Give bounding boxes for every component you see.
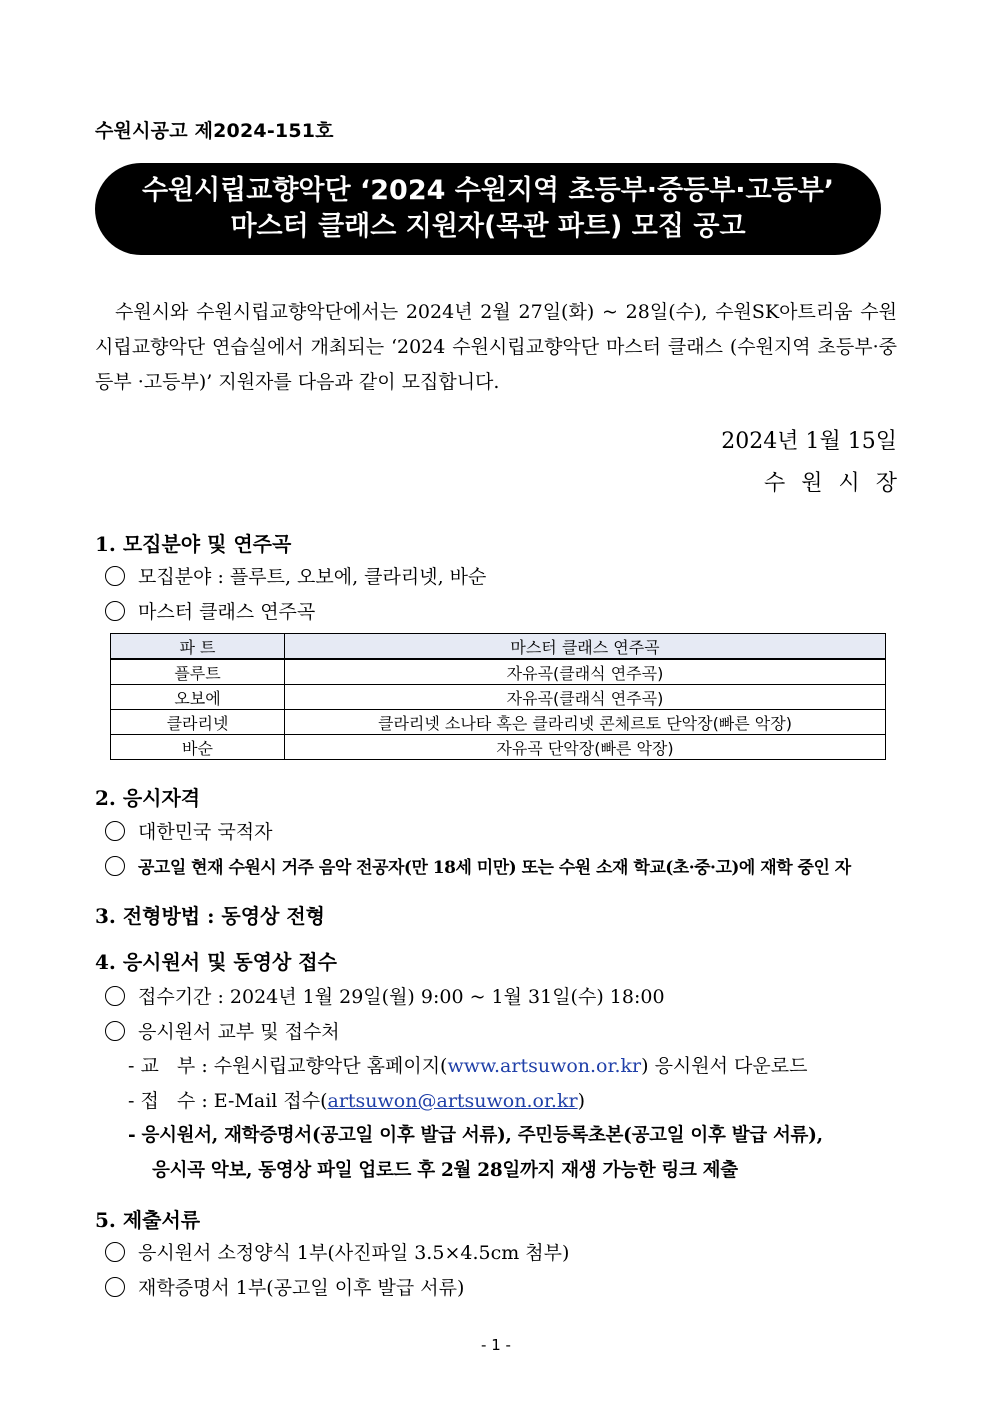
table-cell: 오보에 <box>111 685 285 710</box>
table-cell: 자유곡 단악장(빠른 악장) <box>285 735 886 760</box>
table-row <box>111 685 886 710</box>
section-1-bullet-1 <box>105 562 486 589</box>
title-line-2: 마스터 클래스 지원자(목관 파트) 모집 공고 <box>230 211 746 242</box>
repertoire-table <box>110 633 886 760</box>
table-cell: 클라리넷 <box>111 710 285 735</box>
distribution-line <box>128 1051 807 1078</box>
section-2-bullet-2 <box>105 853 851 878</box>
table-cell: 바순 <box>111 735 285 760</box>
bullet-text: 대한민국 국적자 <box>138 821 273 843</box>
circle-bullet-icon <box>105 601 125 621</box>
table-header-piece: 마스터 클래스 연주곡 <box>285 634 886 660</box>
circle-bullet-icon <box>105 1277 125 1297</box>
bullet-text: 모집분야 : 플루트, 오보에, 클라리넷, 바순 <box>138 566 487 588</box>
table-cell: 자유곡(클래식 연주곡) <box>285 659 886 685</box>
submission-suffix: ) <box>577 1090 585 1112</box>
title-line-1: 수원시립교향악단 ‘2024 수원지역 초등부·중등부·고등부’ <box>141 175 835 206</box>
page-number: - 1 - <box>481 1336 511 1354</box>
distribution-label: - 교 부 : 수원시립교향악단 홈페이지( <box>128 1055 448 1077</box>
bullet-text: 재학증명서 1부(공고일 이후 발급 서류) <box>138 1277 465 1299</box>
required-items-line-1: - 응시원서, 재학증명서(공고일 이후 발급 서류), 주민등록초본(공고일 이후 발급 서류), <box>128 1125 823 1146</box>
circle-bullet-icon <box>105 986 125 1006</box>
section-3-title: 3. 전형방법 : 동영상 전형 <box>95 904 325 928</box>
section-4-bullet-1 <box>105 982 665 1009</box>
section-5-title: 5. 제출서류 <box>95 1208 201 1232</box>
table-header-part: 파 트 <box>111 634 285 660</box>
homepage-link[interactable]: www.artsuwon.or.kr <box>447 1055 642 1077</box>
title-banner <box>95 163 881 255</box>
bullet-text: 마스터 클래스 연주곡 <box>138 601 316 623</box>
section-2-bullet-1 <box>105 817 273 844</box>
intro-paragraph <box>95 295 897 400</box>
notice-date: 2024년 1월 15일 <box>721 429 897 454</box>
signer: 수원시장 <box>763 471 913 496</box>
circle-bullet-icon <box>105 1021 125 1041</box>
table-row <box>111 710 886 735</box>
bullet-text: 공고일 현재 수원시 거주 음악 전공자(만 18세 미만) 또는 수원 소재 학교(초·중·고)에 재학 중인 자 <box>138 858 851 878</box>
circle-bullet-icon <box>105 821 125 841</box>
section-5-bullet-2 <box>105 1273 464 1300</box>
circle-bullet-icon <box>105 1242 125 1262</box>
intro-text: 수원시와 수원시립교향악단에서는 2024년 2월 27일(화) ~ 28일(수), 수원SK아트리움 수원시립교향악단 연습실에서 개최되는 ‘2024 수원시립교향악단 마스터 클래스 (수원지역 초등부·중등부 ·고등부)’ 지원자를 다음과 같이 모집합니다. <box>95 301 897 393</box>
table-row <box>111 659 886 685</box>
section-1-bullet-2 <box>105 597 315 624</box>
section-4-title: 4. 응시원서 및 동영상 접수 <box>95 950 337 974</box>
email-link[interactable]: artsuwon@artsuwon.or.kr <box>327 1090 578 1112</box>
table-cell: 자유곡(클래식 연주곡) <box>285 685 886 710</box>
circle-bullet-icon <box>105 856 125 876</box>
section-4-bullet-2 <box>105 1017 340 1044</box>
submission-label: - 접 수 : E-Mail 접수( <box>128 1090 328 1112</box>
section-5-bullet-1 <box>105 1238 569 1265</box>
circle-bullet-icon <box>105 566 125 586</box>
bullet-text: 응시원서 소정양식 1부(사진파일 3.5×4.5cm 첨부) <box>138 1242 570 1264</box>
section-2-title: 2. 응시자격 <box>95 786 201 810</box>
bullet-text: 응시원서 교부 및 접수처 <box>138 1021 340 1043</box>
distribution-suffix: ) 응시원서 다운로드 <box>641 1055 808 1077</box>
table-cell: 플루트 <box>111 659 285 685</box>
table-cell: 클라리넷 소나타 혹은 클라리넷 콘체르토 단악장(빠른 악장) <box>285 710 886 735</box>
section-1-title: 1. 모집분야 및 연주곡 <box>95 532 292 556</box>
notice-number: 수원시공고 제2024-151호 <box>95 120 334 142</box>
bullet-text: 접수기간 : 2024년 1월 29일(월) 9:00 ~ 1월 31일(수) 18:00 <box>138 986 665 1008</box>
submission-line <box>128 1086 585 1113</box>
table-header-row <box>111 634 886 660</box>
table-row <box>111 735 886 760</box>
required-items-line-2: 응시곡 악보, 동영상 파일 업로드 후 2월 28일까지 재생 가능한 링크 제출 <box>152 1160 738 1181</box>
